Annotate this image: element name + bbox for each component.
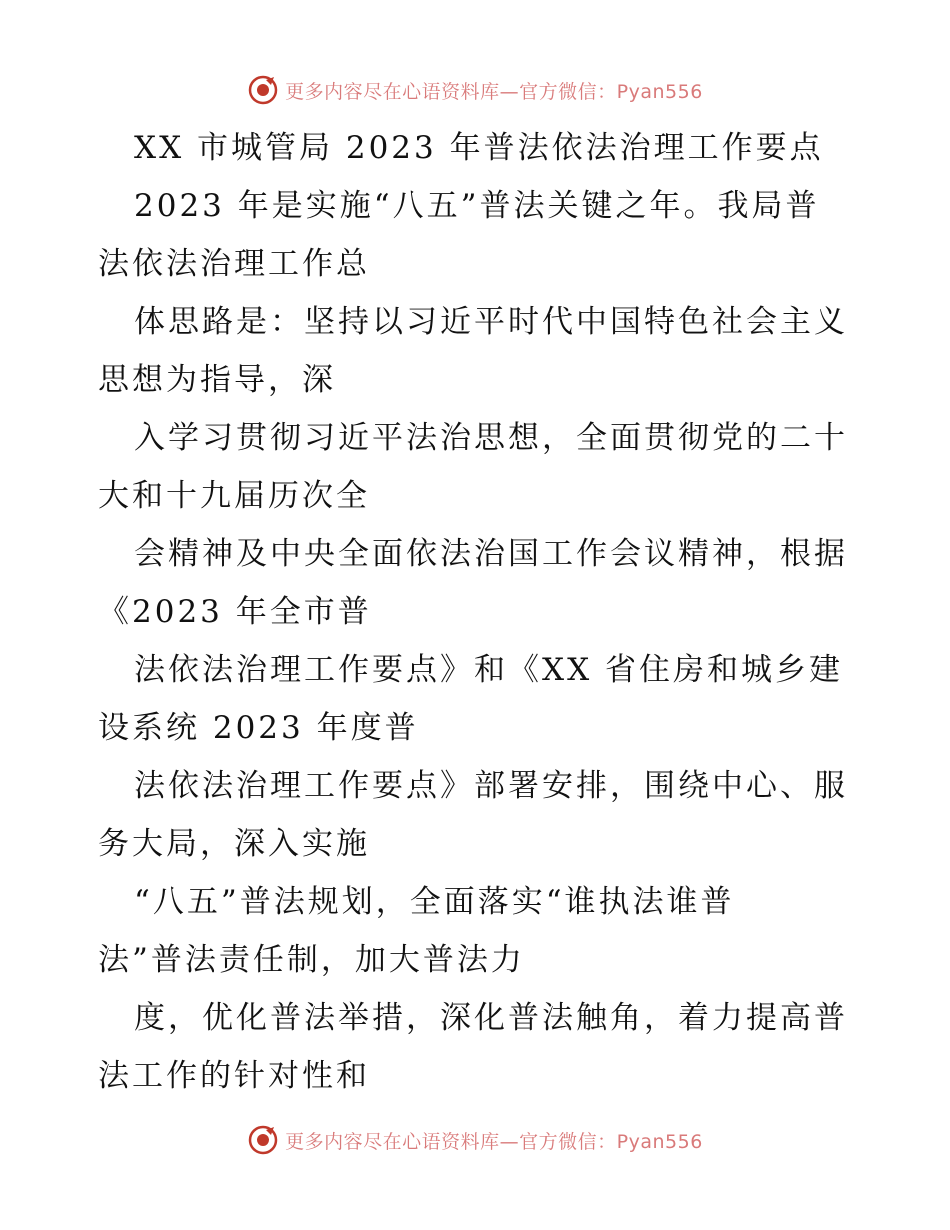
paragraph-line: 务大局，深入实施 bbox=[98, 826, 370, 862]
banner-text: 更多内容尽在心语资料库—官方微信：Pyan556 bbox=[285, 1130, 703, 1153]
paragraph-line: “八五”普法规划，全面落实“谁执法谁普 bbox=[134, 884, 735, 920]
paragraph-line: 2023 年是实施“八五”普法关键之年。我局普 bbox=[134, 188, 820, 224]
document-title: XX 市城管局 2023 年普法依法治理工作要点 bbox=[134, 130, 824, 166]
header-banner bbox=[0, 70, 950, 110]
paragraph-line: 入学习贯彻习近平法治思想，全面贯彻党的二十 bbox=[134, 420, 848, 456]
paragraph-line: 会精神及中央全面依法治国工作会议精神，根据 bbox=[134, 536, 848, 572]
paragraph-line: 度，优化普法举措，深化普法触角，着力提高普 bbox=[134, 1000, 848, 1036]
pen-logo-icon bbox=[247, 74, 279, 106]
paragraph-line: 法依法治理工作总 bbox=[98, 246, 370, 282]
paragraph-line: 法工作的针对性和 bbox=[98, 1058, 370, 1094]
paragraph-line: 思想为指导，深 bbox=[98, 362, 336, 398]
pen-logo-icon bbox=[247, 1124, 279, 1156]
paragraph-line: 法依法治理工作要点》和《XX 省住房和城乡建 bbox=[134, 652, 843, 688]
paragraph-line: 体思路是：坚持以习近平时代中国特色社会主义 bbox=[134, 304, 848, 340]
paragraph-line: 法”普法责任制，加大普法力 bbox=[98, 942, 525, 978]
banner-text: 更多内容尽在心语资料库—官方微信：Pyan556 bbox=[285, 80, 703, 103]
banner-content bbox=[247, 1124, 703, 1156]
footer-banner bbox=[0, 1120, 950, 1160]
paragraph-line: 《2023 年全市普 bbox=[98, 594, 372, 630]
paragraph-line: 设系统 2023 年度普 bbox=[98, 710, 419, 746]
paragraph-line: 大和十九届历次全 bbox=[98, 478, 370, 514]
paragraph-line: 法依法治理工作要点》部署安排，围绕中心、服 bbox=[134, 768, 848, 804]
banner-content bbox=[247, 74, 703, 106]
